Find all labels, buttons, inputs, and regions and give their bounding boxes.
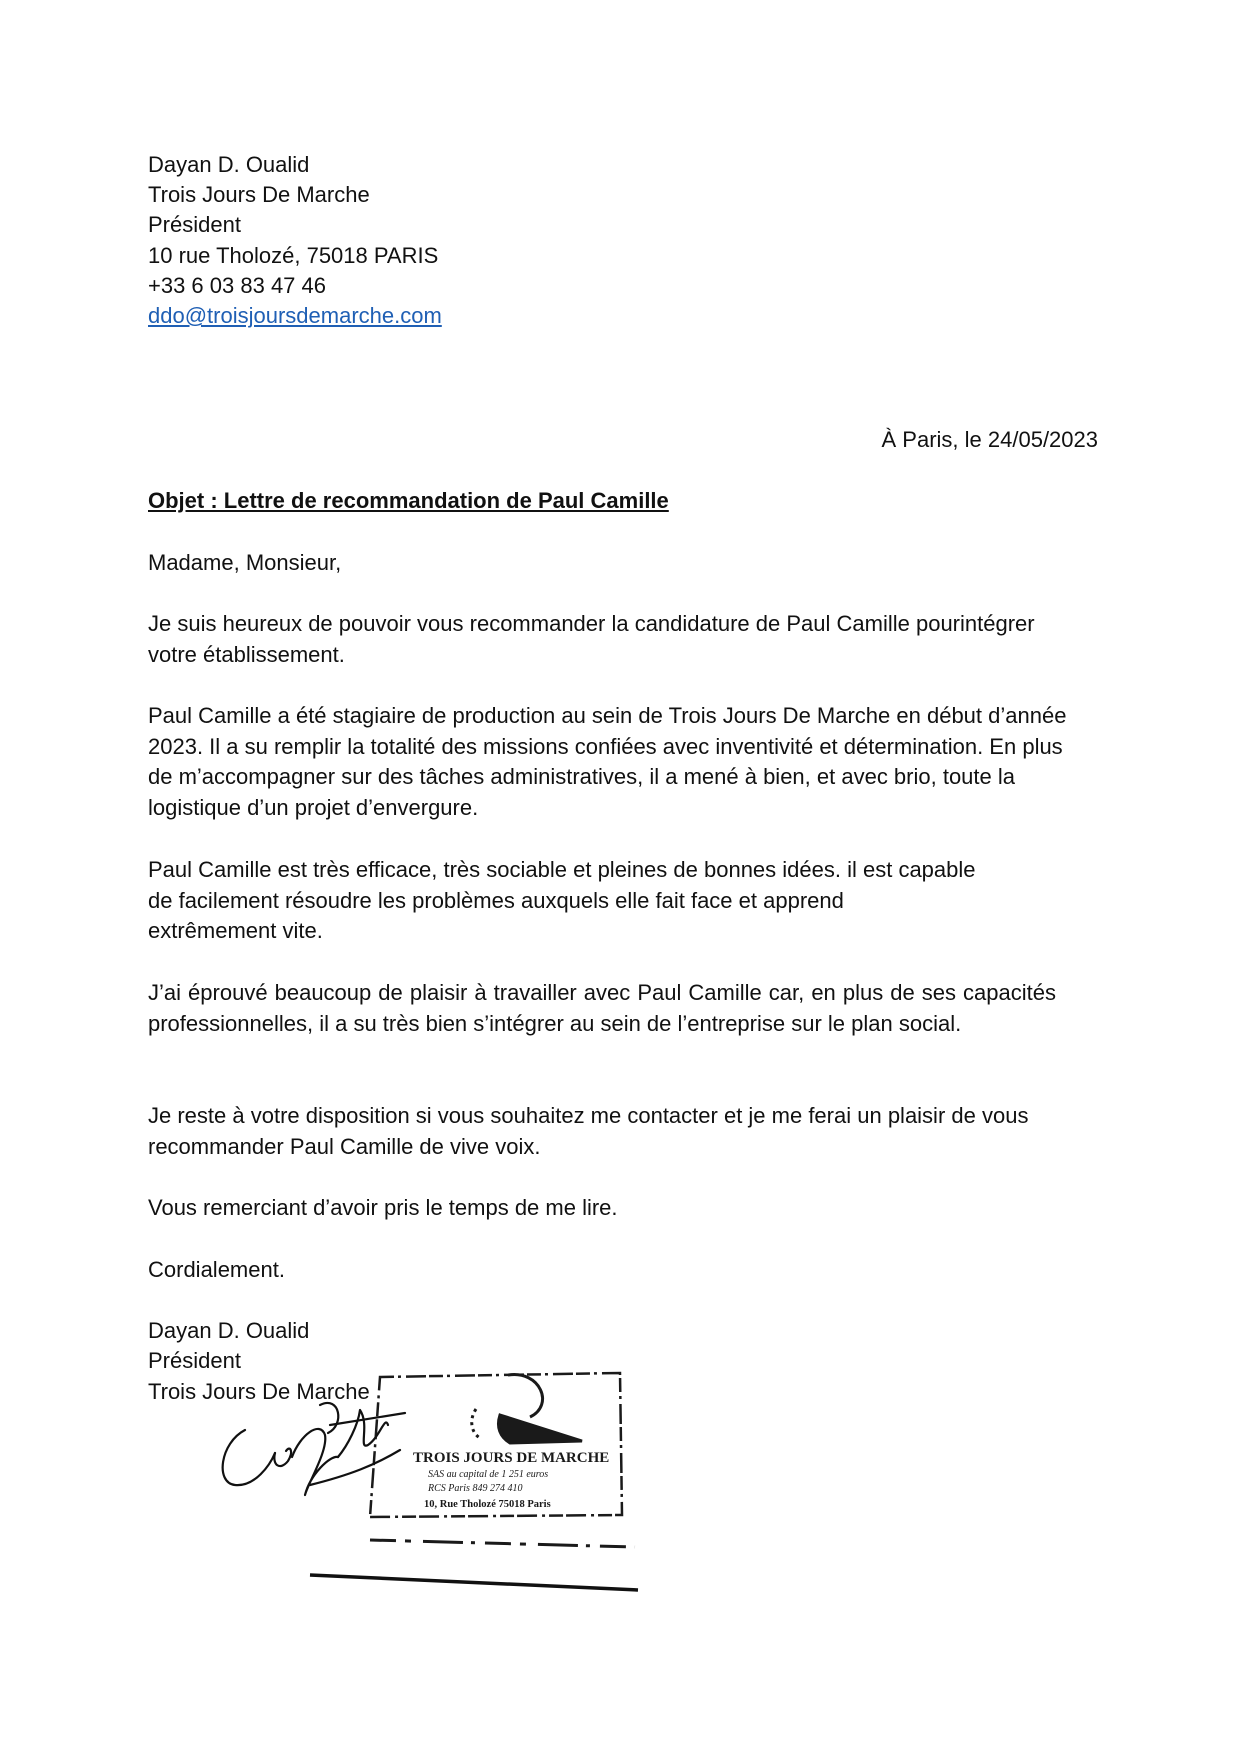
stamp-address: 10, Rue Tholozé 75018 Paris bbox=[424, 1499, 551, 1510]
paragraph-3 bbox=[148, 855, 978, 947]
company-stamp bbox=[210, 1365, 650, 1615]
closing: Cordialement. bbox=[148, 1257, 285, 1282]
signature-underline bbox=[310, 1575, 638, 1590]
paragraph-text: Paul Camille est très efficace, très sociable et pleines de bonnes idées. il est capable de facilement résoudre les problèmes auxquels elle fait face et apprend extrêmement vite. bbox=[148, 857, 976, 943]
paragraph-text: Paul Camille a été stagiaire de production au sein de Trois Jours De Marche en début d’année 2023. Il a su remplir la totalité des missions confiées avec inventivité et détermination. En plus de m’accompagner sur des tâches administratives, il a mené à bien, et avec brio, toute la logistique d’un projet d’envergure. bbox=[148, 703, 1067, 820]
paragraph-2 bbox=[148, 701, 1088, 823]
salutation: Madame, Monsieur, bbox=[148, 550, 342, 575]
paragraph-1 bbox=[148, 609, 1088, 670]
sender-phone: +33 6 03 83 47 46 bbox=[148, 273, 326, 298]
signature-company: Trois Jours De Marche bbox=[148, 1379, 370, 1404]
stamp-rcs: RCS Paris 849 274 410 bbox=[428, 1483, 523, 1494]
sender-name: Dayan D. Oualid bbox=[148, 152, 310, 177]
sender-email-link[interactable]: ddo@troisjoursdemarche.com bbox=[148, 303, 442, 328]
paragraph-6: Vous remerciant d’avoir pris le temps de me lire. bbox=[148, 1195, 618, 1220]
stamp-logo-icon bbox=[472, 1375, 582, 1443]
handwritten-signature bbox=[223, 1403, 405, 1495]
signature-name: Dayan D. Oualid bbox=[148, 1318, 310, 1343]
signature-role: Président bbox=[148, 1348, 241, 1373]
paragraph-text: J’ai éprouvé beaucoup de plaisir à travailler avec Paul Camille car, en plus de ses capacités professionnelles, il a su très bien s’intégrer au sein de l’entreprise sur le plan social. bbox=[148, 980, 1056, 1036]
paragraph-5 bbox=[148, 1101, 1108, 1162]
paragraph-4 bbox=[148, 978, 1056, 1039]
paragraph-text: Je reste à votre disposition si vous souhaitez me contacter et je me ferai un plaisir de vous recommander Paul Camille de vive voix. bbox=[148, 1103, 1029, 1159]
stamp-border bbox=[370, 1373, 622, 1517]
sender-role: Président bbox=[148, 212, 241, 237]
sender-address: 10 rue Tholozé, 75018 PARIS bbox=[148, 243, 439, 268]
stamp-company-name: TROIS JOURS DE MARCHE bbox=[413, 1450, 610, 1466]
subject-line: Objet : Lettre de recommandation de Paul Camille bbox=[148, 488, 669, 513]
stamp-capital: SAS au capital de 1 251 euros bbox=[428, 1469, 549, 1480]
sender-company: Trois Jours De Marche bbox=[148, 182, 370, 207]
date-line: À Paris, le 24/05/2023 bbox=[881, 427, 1098, 452]
stamp-residue-line bbox=[370, 1540, 635, 1547]
paragraph-text: Je suis heureux de pouvoir vous recommander la candidature de Paul Camille pourintégrer votre établissement. bbox=[148, 611, 1035, 667]
